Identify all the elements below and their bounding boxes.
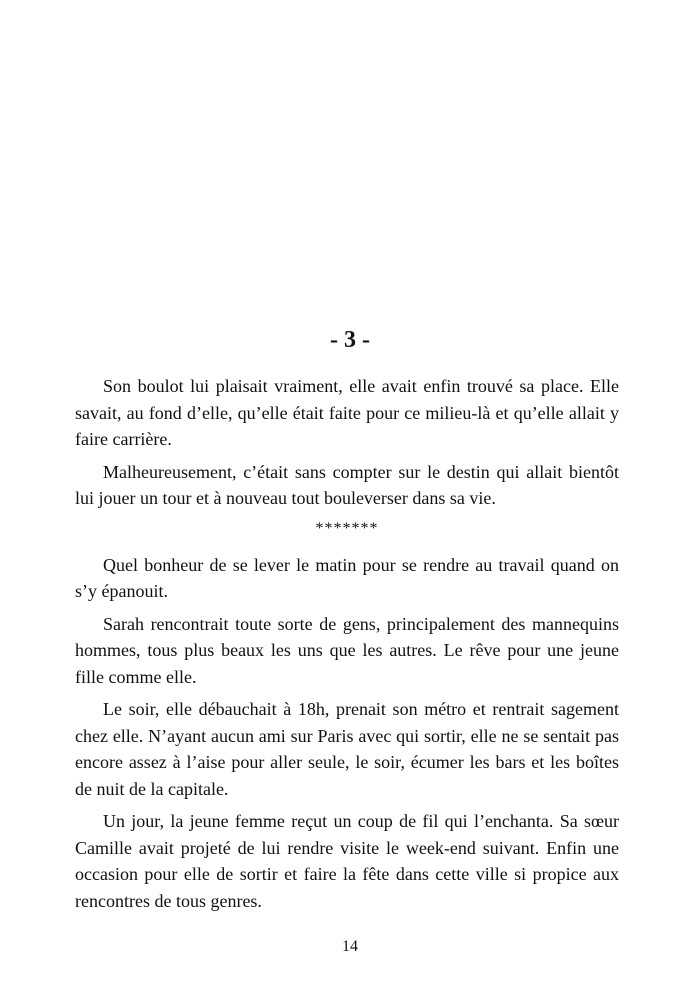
paragraph: Un jour, la jeune femme reçut un coup de fil qui l’enchanta. Sa sœur Camille avait projeté de lui rendre visite le week-end suivant. Enfin une occasion pour elle de sortir et faire la fête dans cette ville si propice aux rencontres de tous genres. [75,811,619,911]
paragraph: Quel bonheur de se lever le matin pour se rendre au travail quand on s’y épanouit. [75,554,619,601]
paragraph: Malheureusement, c’était sans compter sur le destin qui allait bientôt lui jouer un tour et à nouveau tout bouleverser dans sa vie. [75,461,619,508]
page-number: 14 [342,938,358,955]
paragraph: Sarah rencontrait toute sorte de gens, principalement des mannequins hommes, tous plus beaux les uns que les autres. Le rêve pour une jeune fille comme elle. [75,613,619,687]
chapter-title: - 3 - [330,327,370,353]
chapter-body [75,373,619,920]
paragraph: Son boulot lui plaisait vraiment, elle avait enfin trouvé sa place. Elle savait, au fond d’elle, qu’elle était faite pour ce milieu-là et qu’elle allait y faire carrière. [75,376,619,449]
paragraph: Le soir, elle débauchait à 18h, prenait son métro et rentrait sagement chez elle. N’ayant aucun ami sur Paris avec qui sortir, elle ne se sentait pas encore assez à l’aise pour aller seule, le soir, écumer les bars et les boîtes de nuit de la capitale. [75,699,619,799]
section-separator: ******* [315,519,379,537]
